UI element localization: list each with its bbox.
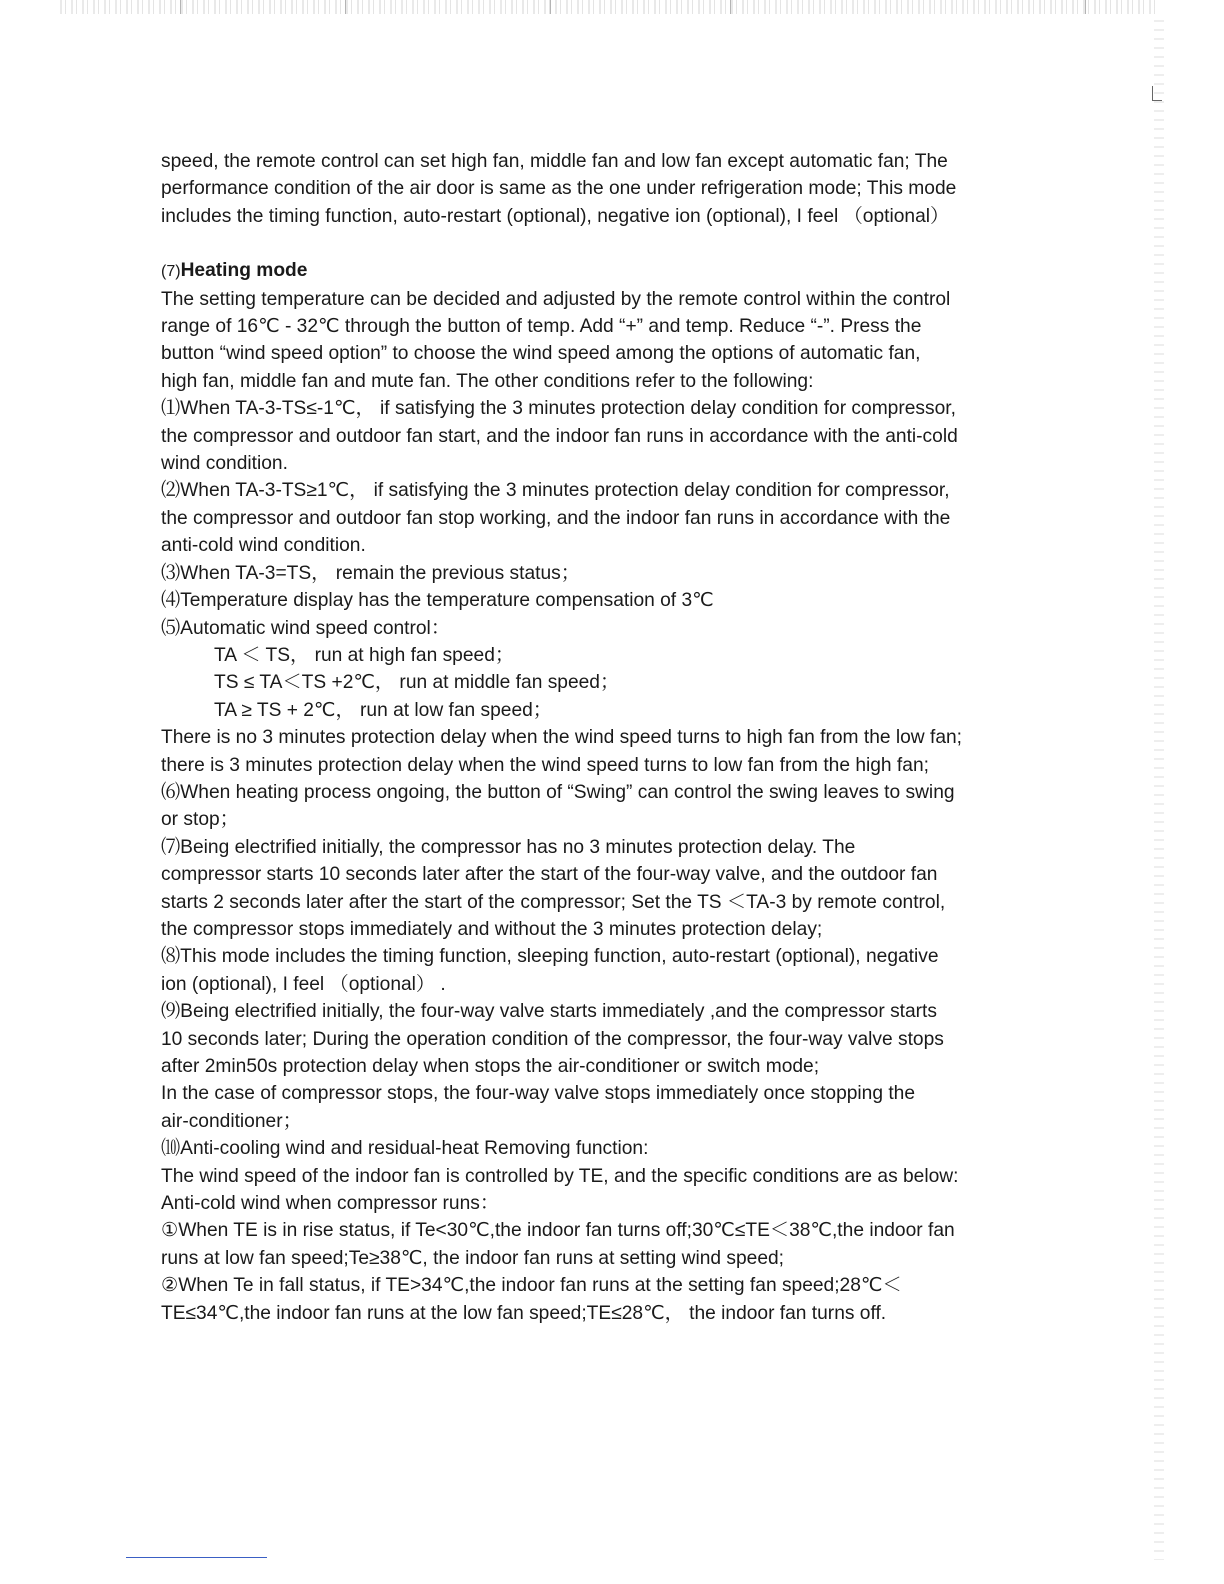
auto-wind-list <box>161 642 1031 724</box>
text-line: the compressor and outdoor fan start, and the indoor fan runs in accordance with the anti-cold <box>161 425 958 447</box>
text-line: or stop； <box>161 809 239 831</box>
text-line: Anti-cold wind when compressor runs： <box>161 1193 500 1215</box>
footnote-rule <box>126 1557 267 1558</box>
text-line: ⑽Anti-cooling wind and residual-heat Removing function: <box>161 1138 649 1160</box>
heading-body-continued <box>161 724 1031 1327</box>
text-line: speed, the remote control can set high fan, middle fan and low fan except automatic fan; The <box>161 151 948 172</box>
text-line: ②When Te in fall status, if TE>34℃,the indoor fan runs at the setting fan speed;28℃＜ <box>161 1275 902 1297</box>
text-line: ⑶When TA-3=TS， remain the previous status； <box>161 562 580 584</box>
text-line: ⑸Automatic wind speed control： <box>161 617 451 639</box>
auto-wind-item: TS ≤ TA＜TS +2℃， run at middle fan speed； <box>214 672 620 694</box>
text-line: ⑻This mode includes the timing function, sleeping function, auto-restart (optional), negative <box>161 946 939 968</box>
text-line: ⑺Being electrified initially, the compressor has no 3 minutes protection delay. The <box>161 836 856 858</box>
heading-body <box>161 286 1031 642</box>
text-line: ⑵When TA-3-TS≥1℃， if satisfying the 3 minutes protection delay condition for compressor, <box>161 480 950 502</box>
paragraph-gap <box>161 230 1031 257</box>
text-line: anti-cold wind condition. <box>161 535 366 557</box>
text-line: The wind speed of the indoor fan is controlled by TE, and the specific conditions are as below: <box>161 1165 959 1187</box>
text-line: includes the timing function, auto-restart (optional), negative ion (optional), I feel （optional） <box>161 205 950 227</box>
text-line: range of 16℃ - 32℃ through the button of temp. Add “+” and temp. Reduce “-”. Press the <box>161 316 922 338</box>
text-line: ion (optional), I feel （optional） . <box>161 973 446 995</box>
auto-wind-item: TA ≥ TS + 2℃， run at low fan speed； <box>214 699 552 721</box>
text-line: button “wind speed option” to choose the wind speed among the options of automatic fan, <box>161 343 921 365</box>
scan-edge-top <box>60 0 1160 14</box>
intro-paragraph <box>161 148 1031 230</box>
text-line: In the case of compressor stops, the four-way valve stops immediately once stopping the <box>161 1083 916 1105</box>
scan-edge-right <box>1154 20 1164 1560</box>
text-line: runs at low fan speed;Te≥38℃, the indoor fan runs at setting wind speed; <box>161 1247 785 1269</box>
text-line: ⑼Being electrified initially, the four-way valve starts immediately ,and the compressor starts <box>161 1001 937 1023</box>
text-line: TE≤34℃,the indoor fan runs at the low fan speed;TE≤28℃， the indoor fan turns off. <box>161 1302 887 1324</box>
section-title: Heating mode <box>180 260 308 282</box>
section-heading <box>161 257 1031 285</box>
text-line: ⑹When heating process ongoing, the button of “Swing” can control the swing leaves to swing <box>161 781 955 803</box>
text-line: compressor starts 10 seconds later after the start of the four-way valve, and the outdoor fan <box>161 864 938 886</box>
document-page <box>161 148 1031 1327</box>
section-number: (7) <box>161 263 181 281</box>
text-line: there is 3 minutes protection delay when the wind speed turns to low fan from the high fan; <box>161 754 929 776</box>
text-line: wind condition. <box>161 453 288 475</box>
text-line: air-conditioner； <box>161 1110 302 1132</box>
text-line: after 2min50s protection delay when stops the air-conditioner or switch mode; <box>161 1056 820 1077</box>
auto-wind-item: TA ＜ TS， run at high fan speed； <box>214 644 515 666</box>
text-line: The setting temperature can be decided and adjusted by the remote control within the control <box>161 288 951 310</box>
text-line: high fan, middle fan and mute fan. The other conditions refer to the following: <box>161 370 814 392</box>
text-line: the compressor stops immediately and without the 3 minutes protection delay; <box>161 918 823 940</box>
text-line: 10 seconds later; During the operation condition of the compressor, the four-way valve stops <box>161 1028 944 1050</box>
text-line: the compressor and outdoor fan stop working, and the indoor fan runs in accordance with the <box>161 507 951 529</box>
text-line: ①When TE is in rise status, if Te<30℃,the indoor fan turns off;30℃≤TE＜38℃,the indoor fan <box>161 1220 955 1242</box>
text-line: ⑷Temperature display has the temperature compensation of 3℃ <box>161 590 714 612</box>
text-line: There is no 3 minutes protection delay when the wind speed turns to high fan from the low fan; <box>161 727 963 749</box>
text-line: ⑴When TA-3-TS≤-1℃， if satisfying the 3 minutes protection delay condition for compressor, <box>161 398 956 420</box>
corner-mark <box>1152 86 1162 101</box>
text-line: performance condition of the air door is same as the one under refrigeration mode; This mode <box>161 178 957 200</box>
text-line: starts 2 seconds later after the start of the compressor; Set the TS ＜TA-3 by remote control, <box>161 891 946 913</box>
